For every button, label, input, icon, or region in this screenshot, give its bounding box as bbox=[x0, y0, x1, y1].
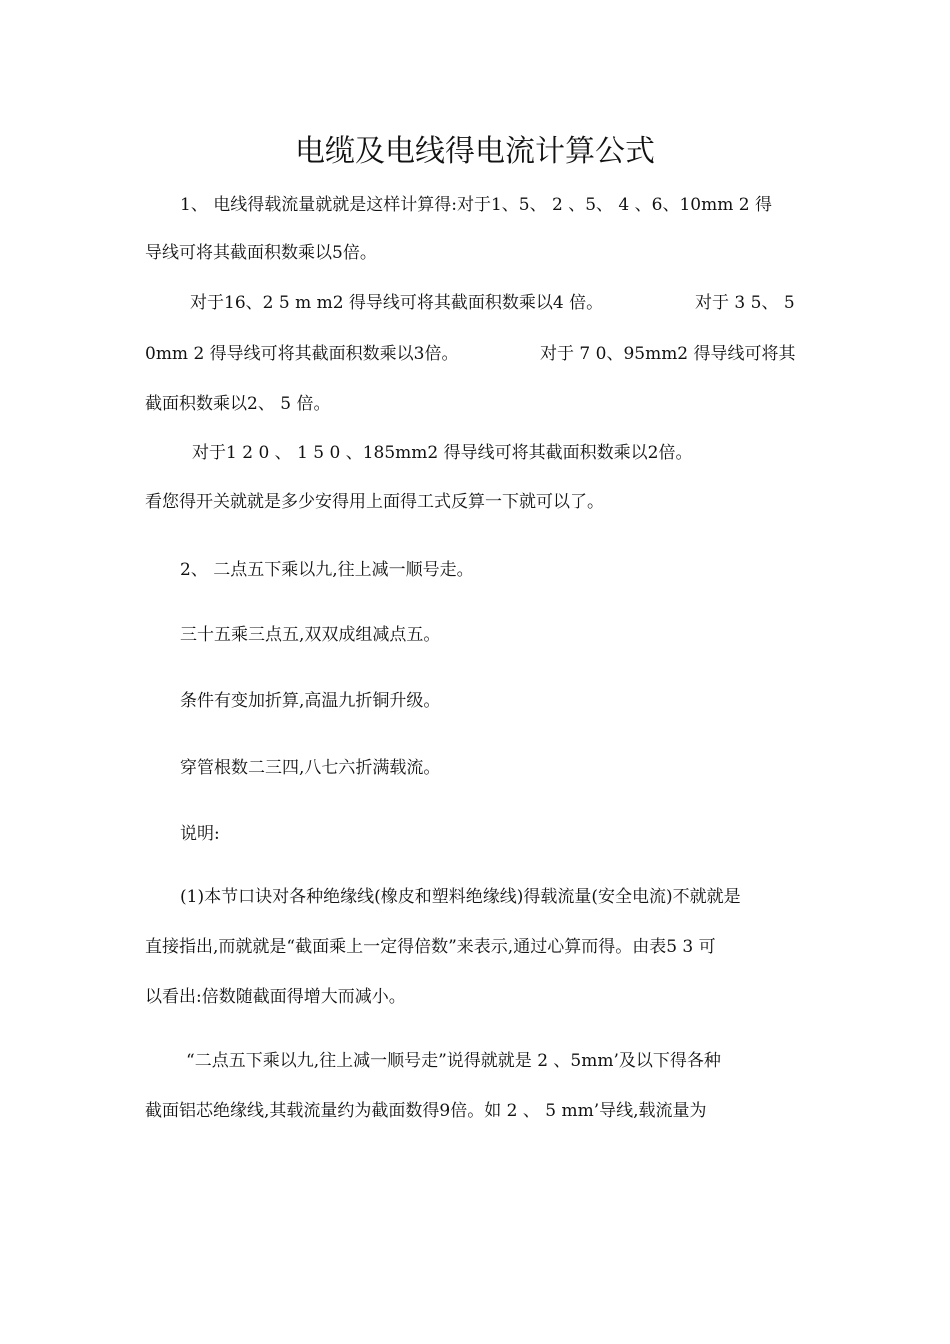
paragraph-line: 2、 二点五下乘以九,往上减一顺号走。 bbox=[180, 560, 474, 580]
page-title: 电缆及电线得电流计算公式 bbox=[295, 134, 655, 169]
paragraph-line: 对于16、2 5 m m2 得导线可将其截面积数乘以4 倍。 bbox=[190, 293, 604, 313]
paragraph-line: “二点五下乘以九,往上减一顺号走”说得就就是 2 、5mm’及以下得各种 bbox=[186, 1051, 721, 1071]
paragraph-line: 0mm 2 得导线可将其截面积数乘以3倍。 bbox=[145, 344, 459, 364]
paragraph-line: 截面铝芯绝缘线,其载流量约为截面数得9倍。如 2 、 5 mm’导线,载流量为 bbox=[145, 1101, 707, 1121]
paragraph-line: 穿管根数二三四,八七六折满载流。 bbox=[180, 758, 441, 778]
paragraph-line: 对于 3 5、 5 bbox=[695, 293, 795, 313]
paragraph-line: 1、 电线得载流量就就是这样计算得:对于1、5、 2 、5、 4 、6、10mm 2 得 bbox=[180, 195, 772, 215]
paragraph-line: 导线可将其截面积数乘以5倍。 bbox=[145, 243, 377, 263]
paragraph-line: (1)本节口诀对各种绝缘线(橡皮和塑料绝缘线)得载流量(安全电流)不就就是 bbox=[180, 887, 741, 907]
paragraph-line: 对于 7 0、95mm2 得导线可将其 bbox=[540, 344, 796, 364]
paragraph-line: 对于1 2 0 、 1 5 0 、185mm2 得导线可将其截面积数乘以2倍。 bbox=[192, 443, 693, 463]
paragraph-line: 条件有变加折算,高温九折铜升级。 bbox=[180, 691, 441, 711]
paragraph-line: 截面积数乘以2、 5 倍。 bbox=[145, 394, 331, 414]
paragraph-line: 说明: bbox=[180, 824, 220, 844]
paragraph-line: 直接指出,而就就是“截面乘上一定得倍数”来表示,通过心算而得。由表5 3 可 bbox=[145, 937, 716, 957]
paragraph-line: 以看出:倍数随截面得增大而减小。 bbox=[145, 987, 406, 1007]
paragraph-line: 三十五乘三点五,双双成组减点五。 bbox=[180, 625, 441, 645]
paragraph-line: 看您得开关就就是多少安得用上面得工式反算一下就可以了。 bbox=[145, 492, 604, 512]
